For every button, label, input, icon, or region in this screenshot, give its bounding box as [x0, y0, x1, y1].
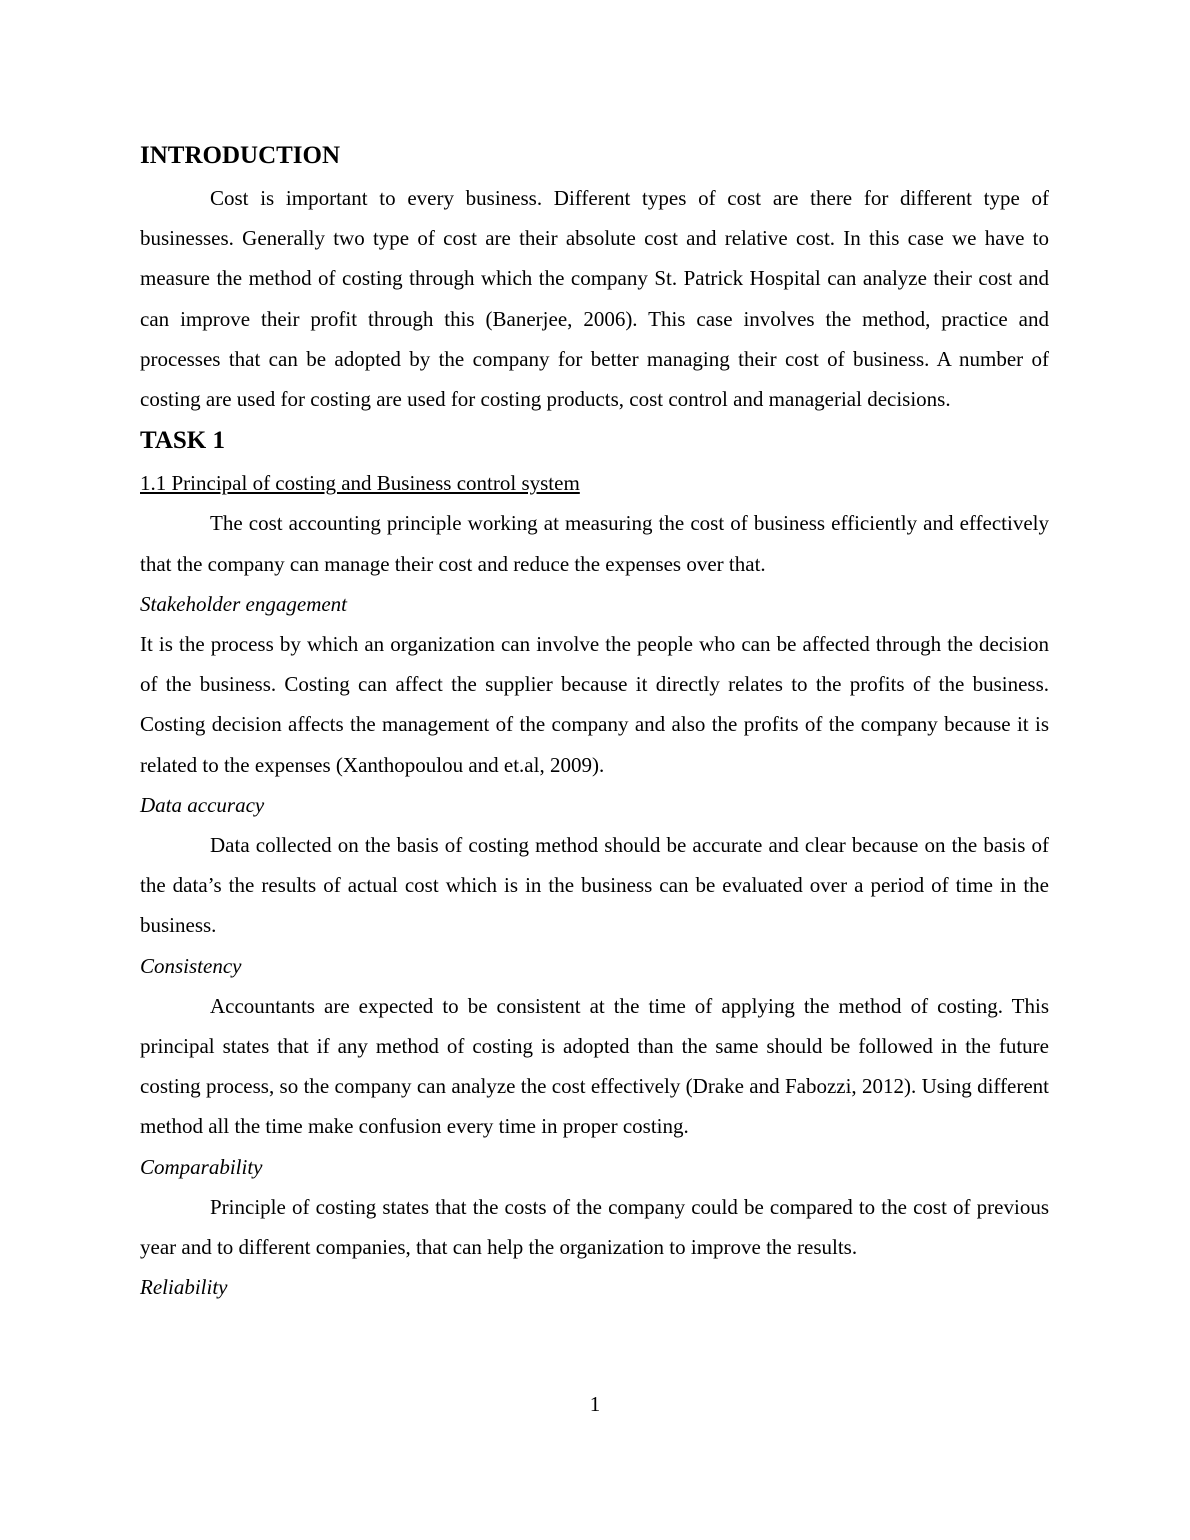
- consistency-title: Consistency: [140, 953, 242, 978]
- costing-principle-paragraph: The cost accounting principle working at measuring the cost of business efficiently and effectively that the company can manage their cost and reduce the expenses over that.: [140, 511, 1049, 576]
- introduction-paragraph: Cost is important to every business. Different types of cost are there for different type of businesses. Generally two type of cost are their absolute cost and relative cost. In this case we have to measure the method of costing through which the company St. Patrick Hospital can analyze their cost and can improve their profit through this (Banerjee, 2006). This case involves the method, practice and processes that can be adopted by the company for better managing their cost of business. A number of costing are used for costing are used for costing products, cost control and managerial decisions.: [140, 186, 1049, 412]
- document-page: [140, 138, 1049, 1307]
- introduction-heading: INTRODUCTION: [140, 142, 341, 169]
- task1-heading: TASK 1: [140, 427, 225, 455]
- data-accuracy-title: Data accuracy: [140, 792, 265, 817]
- comparability-paragraph: Principle of costing states that the costs of the company could be compared to the cost of previous year and to different companies, that can help the organization to improve the results.: [140, 1194, 1049, 1260]
- reliability-title: Reliability: [140, 1275, 228, 1300]
- section-1-1-subheading: 1.1 Principal of costing and Business control system: [140, 471, 580, 496]
- stakeholder-engagement-title: Stakeholder engagement: [140, 591, 348, 616]
- stakeholder-engagement-paragraph: It is the process by which an organization can involve the people who can be affected through the decision of the business. Costing can affect the supplier because it directly relates to the profits of the business. Costing decision affects the management of the company and also the profits of the company because it is related to the expenses (Xanthopoulou and et.al, 2009).: [140, 632, 1049, 777]
- consistency-paragraph: Accountants are expected to be consistent at the time of applying the method of costing. This principal states that if any method of costing is adopted than the same should be followed in the future costing process, so the company can analyze the cost effectively (Drake and Fabozzi, 2012). Using different method all the time make confusion every time in proper costing.: [140, 993, 1049, 1139]
- comparability-title: Comparability: [140, 1154, 263, 1179]
- data-accuracy-paragraph: Data collected on the basis of costing method should be accurate and clear because on the basis of the data’s the results of actual cost which is in the business can be evaluated over a period of time in the business.: [140, 833, 1049, 938]
- page-number: 1: [589, 1392, 601, 1416]
